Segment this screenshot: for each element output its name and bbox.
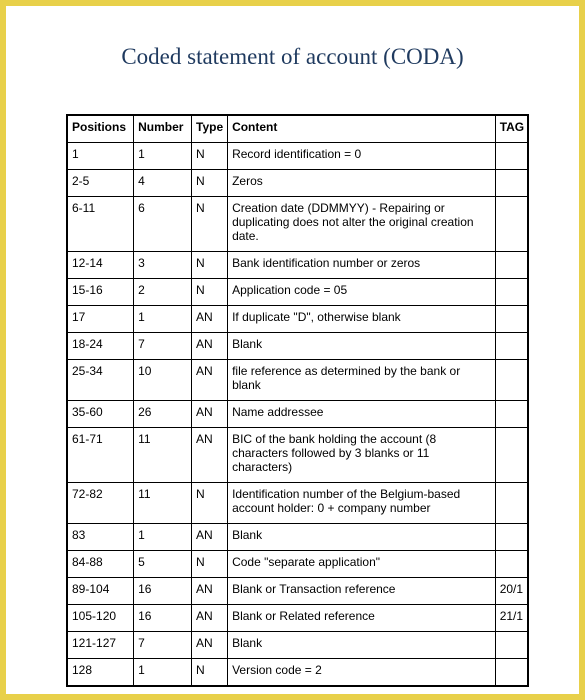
cell-positions: 61-71	[67, 428, 134, 483]
cell-type: AN	[192, 428, 228, 483]
cell-positions: 15-16	[67, 279, 134, 306]
cell-positions: 18-24	[67, 333, 134, 360]
cell-type: AN	[192, 306, 228, 333]
cell-positions: 105-120	[67, 605, 134, 632]
cell-type: AN	[192, 360, 228, 401]
cell-number: 5	[134, 551, 192, 578]
cell-type: N	[192, 551, 228, 578]
cell-content: BIC of the bank holding the account (8 characters followed by 3 blanks or 11 characters)	[228, 428, 496, 483]
document-title: Coded statement of account (CODA)	[121, 44, 464, 69]
table-row	[67, 170, 528, 197]
cell-tag	[495, 252, 528, 279]
cell-content: Blank	[228, 333, 496, 360]
cell-number: 3	[134, 252, 192, 279]
cell-tag	[495, 428, 528, 483]
cell-number: 7	[134, 632, 192, 659]
table-header-row	[67, 115, 528, 143]
cell-content: Version code = 2	[228, 659, 496, 687]
cell-positions: 128	[67, 659, 134, 687]
table-row	[67, 143, 528, 170]
cell-tag	[495, 170, 528, 197]
cell-type: AN	[192, 333, 228, 360]
header-number: Number	[134, 115, 192, 143]
cell-content: Application code = 05	[228, 279, 496, 306]
cell-type: AN	[192, 605, 228, 632]
cell-number: 16	[134, 578, 192, 605]
cell-positions: 12-14	[67, 252, 134, 279]
cell-number: 7	[134, 333, 192, 360]
cell-type: N	[192, 483, 228, 524]
cell-type: AN	[192, 524, 228, 551]
cell-type: N	[192, 252, 228, 279]
cell-number: 26	[134, 401, 192, 428]
cell-positions: 6-11	[67, 197, 134, 252]
cell-positions: 25-34	[67, 360, 134, 401]
table-row	[67, 605, 528, 632]
cell-positions: 1	[67, 143, 134, 170]
table-row	[67, 360, 528, 401]
cell-tag	[495, 306, 528, 333]
cell-number: 16	[134, 605, 192, 632]
cell-positions: 83	[67, 524, 134, 551]
table-row	[67, 483, 528, 524]
cell-number: 1	[134, 143, 192, 170]
cell-content: Name addressee	[228, 401, 496, 428]
header-tag: TAG	[495, 115, 528, 143]
cell-positions: 2-5	[67, 170, 134, 197]
cell-number: 6	[134, 197, 192, 252]
cell-number: 1	[134, 659, 192, 687]
cell-content: If duplicate "D", otherwise blank	[228, 306, 496, 333]
cell-number: 10	[134, 360, 192, 401]
cell-number: 11	[134, 483, 192, 524]
table-row	[67, 428, 528, 483]
cell-tag	[495, 360, 528, 401]
cell-tag: 21/1	[495, 605, 528, 632]
cell-content: Blank	[228, 524, 496, 551]
cell-type: N	[192, 279, 228, 306]
cell-content: Blank or Related reference	[228, 605, 496, 632]
table-row	[67, 659, 528, 687]
table-row	[67, 252, 528, 279]
table-row	[67, 524, 528, 551]
table-row	[67, 197, 528, 252]
cell-number: 2	[134, 279, 192, 306]
cell-content: Bank identification number or zeros	[228, 252, 496, 279]
coda-table	[66, 114, 529, 687]
cell-tag	[495, 551, 528, 578]
table-row	[67, 333, 528, 360]
cell-content: Blank	[228, 632, 496, 659]
cell-type: N	[192, 659, 228, 687]
table-body	[67, 143, 528, 687]
cell-tag	[495, 333, 528, 360]
header-type: Type	[192, 115, 228, 143]
cell-positions: 72-82	[67, 483, 134, 524]
table-row	[67, 578, 528, 605]
cell-positions: 89-104	[67, 578, 134, 605]
cell-tag	[495, 401, 528, 428]
cell-tag	[495, 524, 528, 551]
cell-content: Creation date (DDMMYY) - Repairing or duplicating does not alter the original creation date.	[228, 197, 496, 252]
cell-content: Blank or Transaction reference	[228, 578, 496, 605]
cell-tag	[495, 279, 528, 306]
table-row	[67, 401, 528, 428]
cell-number: 4	[134, 170, 192, 197]
cell-tag	[495, 659, 528, 687]
cell-content: Identification number of the Belgium-based account holder: 0 + company number	[228, 483, 496, 524]
header-content: Content	[228, 115, 496, 143]
table-row	[67, 306, 528, 333]
cell-number: 1	[134, 524, 192, 551]
cell-content: Code "separate application"	[228, 551, 496, 578]
cell-tag	[495, 632, 528, 659]
cell-type: N	[192, 170, 228, 197]
cell-type: AN	[192, 578, 228, 605]
cell-type: N	[192, 143, 228, 170]
table-row	[67, 279, 528, 306]
cell-positions: 121-127	[67, 632, 134, 659]
cell-content: Record identification = 0	[228, 143, 496, 170]
cell-positions: 84-88	[67, 551, 134, 578]
table-row	[67, 551, 528, 578]
cell-type: AN	[192, 401, 228, 428]
cell-tag	[495, 143, 528, 170]
cell-positions: 17	[67, 306, 134, 333]
cell-tag	[495, 197, 528, 252]
header-positions: Positions	[67, 115, 134, 143]
cell-content: file reference as determined by the bank or blank	[228, 360, 496, 401]
cell-tag	[495, 483, 528, 524]
cell-positions: 35-60	[67, 401, 134, 428]
cell-tag: 20/1	[495, 578, 528, 605]
cell-number: 1	[134, 306, 192, 333]
table-row	[67, 632, 528, 659]
cell-type: N	[192, 197, 228, 252]
cell-number: 11	[134, 428, 192, 483]
cell-content: Zeros	[228, 170, 496, 197]
cell-type: AN	[192, 632, 228, 659]
